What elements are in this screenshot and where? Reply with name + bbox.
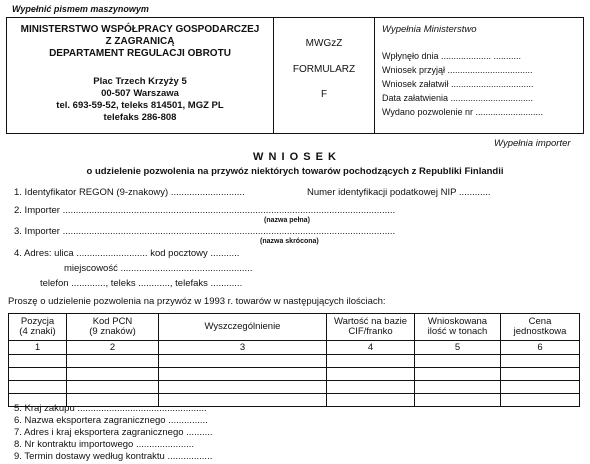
- ministry-field-handled: Wniosek załatwił .................................: [382, 79, 534, 89]
- table-cell[interactable]: [327, 394, 415, 407]
- table-cell[interactable]: [67, 381, 159, 394]
- table-cell[interactable]: [327, 368, 415, 381]
- ministry-fields: [382, 49, 543, 119]
- ministry-field-received: Wpłynęło dnia .................... ...........: [382, 51, 522, 61]
- form-code-2: FORMULARZ: [292, 64, 356, 75]
- header-divider-1: [273, 17, 274, 134]
- table-row[interactable]: [9, 355, 580, 368]
- table-row[interactable]: [9, 381, 580, 394]
- ministry-field-date: Data załatwienia .................................: [382, 93, 534, 103]
- organization-name: [10, 24, 270, 60]
- addr-line-2: 00-507 Warszawa: [101, 88, 179, 99]
- field-importer-full[interactable]: 2. Importer ..............................................................................................................................: [14, 205, 396, 216]
- table-cell[interactable]: [501, 381, 580, 394]
- table-cell[interactable]: [9, 381, 67, 394]
- col-number-2: 2: [67, 341, 159, 355]
- field-address-city[interactable]: miejscowość ..................................................: [64, 263, 253, 274]
- field-purchase-country[interactable]: 5. Kraj zakupu .................................................: [14, 403, 207, 414]
- form-code-3: F: [320, 89, 328, 100]
- field-exporter-address[interactable]: 7. Adres i kraj eksportera zagranicznego ..........: [14, 427, 213, 438]
- col-number-1: 1: [9, 341, 67, 355]
- form-subtitle: o udzielenie pozwolenia na przywóz niektórych towarów pochodzących z Republiki Finlandii: [86, 166, 504, 177]
- field-contract-number[interactable]: 8. Nr kontraktu importowego ......................: [14, 439, 195, 450]
- field-address-contacts[interactable]: telefon ............., teleks ............, telefaks ............: [40, 278, 243, 289]
- table-cell[interactable]: [415, 394, 501, 407]
- header-value: Wartość na bazie CIF/franko: [327, 314, 415, 341]
- table-header-row: [9, 314, 580, 341]
- table-cell[interactable]: [67, 368, 159, 381]
- table-number-row: [9, 341, 580, 355]
- field-nip[interactable]: Numer identyfikacji podatkowej NIP ............: [307, 187, 491, 198]
- table-cell[interactable]: [415, 381, 501, 394]
- typewriter-note: Wypełnić pismem maszynowym: [12, 4, 149, 14]
- table-cell[interactable]: [501, 394, 580, 407]
- field-exporter-name[interactable]: 6. Nazwa eksportera zagranicznego ...............: [14, 415, 208, 426]
- importer-note: Wypełnia importer: [494, 138, 571, 149]
- header-divider-2: [374, 17, 375, 134]
- table-cell[interactable]: [9, 355, 67, 368]
- col-number-4: 4: [327, 341, 415, 355]
- ministry-field-permit: Wydano pozwolenie nr ...........................: [382, 107, 543, 117]
- form-code-1: MWGzZ: [305, 38, 343, 49]
- col-number-6: 6: [501, 341, 580, 355]
- table-cell[interactable]: [327, 381, 415, 394]
- table-cell[interactable]: [9, 368, 67, 381]
- header-description: Wyszczególnienie: [159, 314, 327, 341]
- table-row[interactable]: [9, 368, 580, 381]
- table-cell[interactable]: [327, 355, 415, 368]
- header-quantity: Wnioskowana ilość w tonach: [415, 314, 501, 341]
- importer-full-caption: (nazwa pełna): [264, 217, 310, 224]
- org-line-1: MINISTERSTWO WSPÓŁPRACY GOSPODARCZEJ: [20, 24, 260, 35]
- ministry-field-accepted: Wniosek przyjął ..................................: [382, 65, 533, 75]
- table-cell[interactable]: [67, 355, 159, 368]
- request-line: Proszę o udzielenie pozwolenia na przywóz w 1993 r. towarów w następujących ilościach:: [8, 296, 386, 307]
- table-cell[interactable]: [159, 368, 327, 381]
- col-number-3: 3: [159, 341, 327, 355]
- addr-line-1: Plac Trzech Krzyży 5: [93, 76, 187, 87]
- field-importer-short[interactable]: 3. Importer ..............................................................................................................................: [14, 226, 396, 237]
- header-position: Pozycja (4 znaki): [9, 314, 67, 341]
- field-delivery-date[interactable]: 9. Termin dostawy według kontraktu .................: [14, 451, 213, 462]
- org-line-2: Z ZAGRANICĄ: [105, 36, 175, 47]
- org-line-3: DEPARTAMENT REGULACJI OBROTU: [49, 48, 231, 59]
- col-number-5: 5: [415, 341, 501, 355]
- table-cell[interactable]: [415, 368, 501, 381]
- table-cell[interactable]: [501, 355, 580, 368]
- table-cell[interactable]: [159, 355, 327, 368]
- addr-line-3: tel. 693-59-52, teleks 814501, MGZ PL: [56, 100, 224, 111]
- ministry-title: Wypełnia Ministerstwo: [382, 24, 477, 35]
- goods-table: [8, 313, 580, 407]
- field-address-street[interactable]: 4. Adres: ulica ........................... kod pocztowy ...........: [14, 248, 240, 259]
- header-pcn-code: Kod PCN (9 znaków): [67, 314, 159, 341]
- form-title: W N I O S E K: [253, 151, 337, 163]
- table-cell[interactable]: [159, 381, 327, 394]
- importer-short-caption: (nazwa skrócona): [260, 238, 319, 245]
- header-unit-price: Cena jednostkowa: [501, 314, 580, 341]
- table-cell[interactable]: [501, 368, 580, 381]
- addr-line-4: telefaks 286-808: [103, 112, 177, 123]
- field-regon[interactable]: 1. Identyfikator REGON (9-znakowy) ............................: [14, 187, 245, 198]
- organization-address: [10, 76, 270, 124]
- tail-fields: [14, 403, 213, 463]
- table-cell[interactable]: [415, 355, 501, 368]
